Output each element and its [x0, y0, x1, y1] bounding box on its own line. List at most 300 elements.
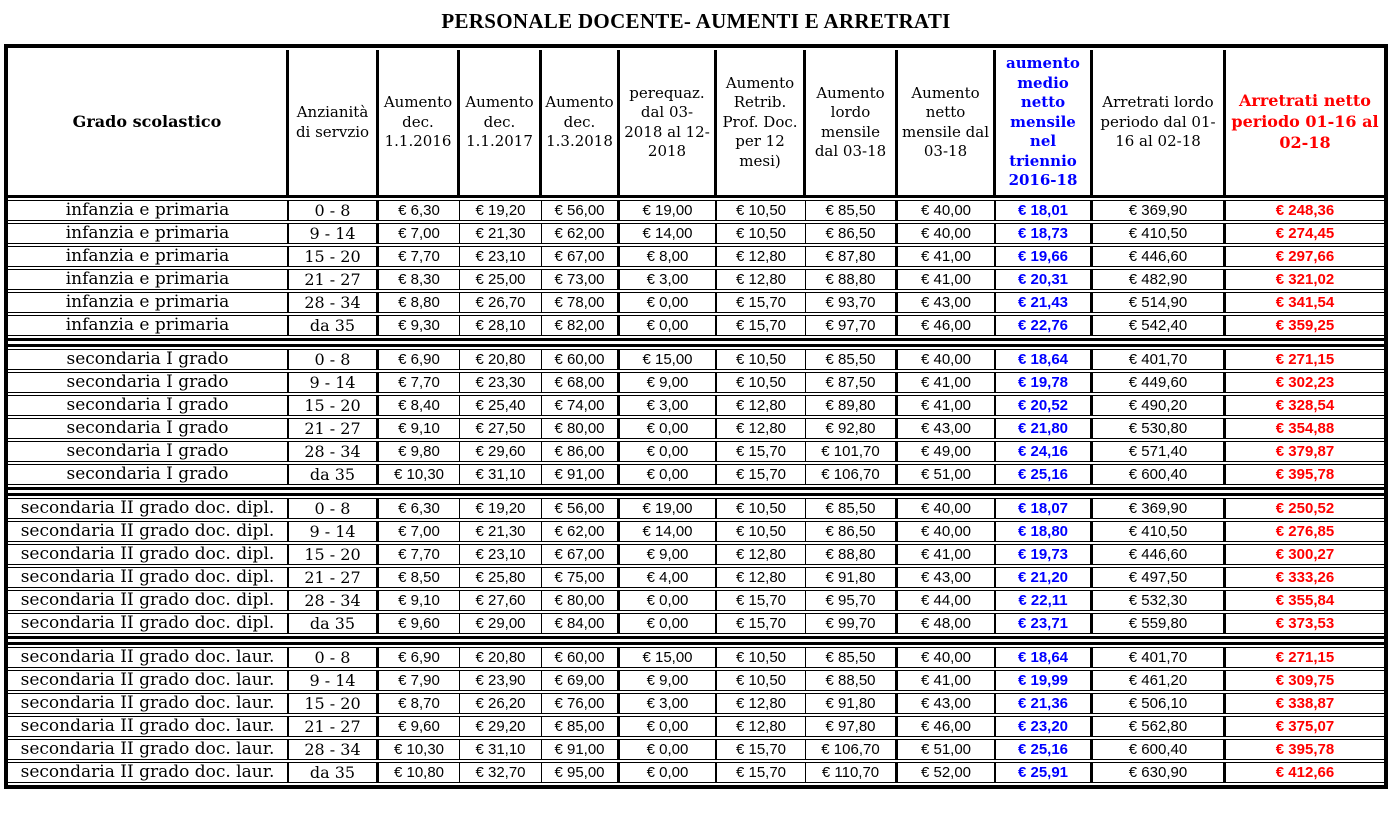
table-row: [8, 315, 1384, 336]
aumento-dec-2018-cell: € 56,00: [542, 200, 620, 221]
aumento-dec-2018-cell: € 76,00: [542, 693, 620, 714]
perequazione-cell: € 14,00: [620, 223, 717, 244]
arretrati-netto-cell: € 373,53: [1226, 613, 1384, 634]
grado-scolastico-cell: infanzia e primaria: [8, 292, 289, 313]
column-header-aumento-dec-2016: Aumento dec. 1.1.2016: [379, 50, 460, 198]
aumento-retrib-prof-cell: € 15,70: [717, 762, 806, 783]
perequazione-cell: € 14,00: [620, 521, 717, 542]
arretrati-lordo-cell: € 449,60: [1093, 372, 1226, 393]
aumento-retrib-prof-cell: € 12,80: [717, 269, 806, 290]
aumento-medio-netto-cell: € 18,73: [996, 223, 1093, 244]
aumento-retrib-prof-cell: € 10,50: [717, 372, 806, 393]
arretrati-lordo-cell: € 600,40: [1093, 739, 1226, 760]
grado-scolastico-cell: infanzia e primaria: [8, 200, 289, 221]
aumento-dec-2016-cell: € 8,40: [379, 395, 460, 416]
aumento-medio-netto-cell: € 18,01: [996, 200, 1093, 221]
table-row: [8, 223, 1384, 244]
aumento-dec-2016-cell: € 6,90: [379, 349, 460, 370]
group-separator-cell: [8, 338, 1384, 347]
aumento-dec-2016-cell: € 7,70: [379, 372, 460, 393]
aumento-dec-2018-cell: € 85,00: [542, 716, 620, 737]
aumento-netto-mensile-cell: € 40,00: [898, 521, 996, 542]
aumento-dec-2017-cell: € 31,10: [460, 464, 542, 485]
column-header-aumento-medio-netto: aumento medio netto mensile nel triennio 2016-18: [996, 50, 1093, 198]
aumento-retrib-prof-cell: € 12,80: [717, 246, 806, 267]
table-row: [8, 567, 1384, 588]
aumento-lordo-mensile-cell: € 92,80: [806, 418, 898, 439]
aumento-dec-2018-cell: € 91,00: [542, 464, 620, 485]
aumento-dec-2016-cell: € 9,10: [379, 590, 460, 611]
grado-scolastico-cell: secondaria II grado doc. laur.: [8, 647, 289, 668]
aumento-medio-netto-cell: € 19,78: [996, 372, 1093, 393]
arretrati-netto-cell: € 271,15: [1226, 349, 1384, 370]
table-row: [8, 246, 1384, 267]
anzianita-servizio-cell: da 35: [289, 464, 379, 485]
aumento-netto-mensile-cell: € 46,00: [898, 315, 996, 336]
arretrati-lordo-cell: € 369,90: [1093, 200, 1226, 221]
arretrati-lordo-cell: € 497,50: [1093, 567, 1226, 588]
arretrati-netto-cell: € 321,02: [1226, 269, 1384, 290]
aumento-lordo-mensile-cell: € 88,50: [806, 670, 898, 691]
arretrati-netto-cell: € 274,45: [1226, 223, 1384, 244]
arretrati-lordo-cell: € 410,50: [1093, 521, 1226, 542]
anzianita-servizio-cell: 21 - 27: [289, 269, 379, 290]
aumento-dec-2017-cell: € 23,10: [460, 246, 542, 267]
aumento-dec-2018-cell: € 67,00: [542, 544, 620, 565]
aumento-medio-netto-cell: € 20,31: [996, 269, 1093, 290]
perequazione-cell: € 0,00: [620, 418, 717, 439]
aumento-lordo-mensile-cell: € 95,70: [806, 590, 898, 611]
aumento-medio-netto-cell: € 23,71: [996, 613, 1093, 634]
aumento-dec-2016-cell: € 10,80: [379, 762, 460, 783]
aumento-netto-mensile-cell: € 41,00: [898, 395, 996, 416]
anzianita-servizio-cell: 0 - 8: [289, 200, 379, 221]
perequazione-cell: € 0,00: [620, 590, 717, 611]
anzianita-servizio-cell: da 35: [289, 613, 379, 634]
aumento-dec-2018-cell: € 82,00: [542, 315, 620, 336]
aumento-medio-netto-cell: € 18,80: [996, 521, 1093, 542]
aumento-dec-2016-cell: € 9,80: [379, 441, 460, 462]
aumento-dec-2017-cell: € 23,10: [460, 544, 542, 565]
grado-scolastico-cell: secondaria II grado doc. laur.: [8, 739, 289, 760]
table-row: [8, 613, 1384, 634]
aumento-lordo-mensile-cell: € 97,70: [806, 315, 898, 336]
aumento-lordo-mensile-cell: € 93,70: [806, 292, 898, 313]
aumento-lordo-mensile-cell: € 110,70: [806, 762, 898, 783]
aumento-medio-netto-cell: € 18,64: [996, 647, 1093, 668]
column-header-aumento-netto-mensile: Aumento netto mensile dal 03-18: [898, 50, 996, 198]
aumento-dec-2016-cell: € 9,60: [379, 716, 460, 737]
grado-scolastico-cell: secondaria II grado doc. dipl.: [8, 613, 289, 634]
table-row: [8, 762, 1384, 783]
aumento-dec-2018-cell: € 68,00: [542, 372, 620, 393]
table-row: [8, 670, 1384, 691]
aumento-dec-2016-cell: € 8,70: [379, 693, 460, 714]
aumento-lordo-mensile-cell: € 88,80: [806, 269, 898, 290]
table-row: [8, 349, 1384, 370]
group-separator: [8, 636, 1384, 645]
aumento-lordo-mensile-cell: € 106,70: [806, 739, 898, 760]
aumento-netto-mensile-cell: € 49,00: [898, 441, 996, 462]
arretrati-lordo-cell: € 562,80: [1093, 716, 1226, 737]
column-header-aumento-lordo-mensile: Aumento lordo mensile dal 03-18: [806, 50, 898, 198]
arretrati-netto-cell: € 395,78: [1226, 739, 1384, 760]
arretrati-netto-cell: € 297,66: [1226, 246, 1384, 267]
aumento-netto-mensile-cell: € 41,00: [898, 372, 996, 393]
aumento-retrib-prof-cell: € 15,70: [717, 590, 806, 611]
aumento-netto-mensile-cell: € 52,00: [898, 762, 996, 783]
aumento-lordo-mensile-cell: € 85,50: [806, 498, 898, 519]
aumento-retrib-prof-cell: € 12,80: [717, 418, 806, 439]
arretrati-lordo-cell: € 401,70: [1093, 349, 1226, 370]
aumento-dec-2017-cell: € 23,30: [460, 372, 542, 393]
aumento-medio-netto-cell: € 18,64: [996, 349, 1093, 370]
aumento-dec-2016-cell: € 7,70: [379, 246, 460, 267]
aumento-netto-mensile-cell: € 40,00: [898, 647, 996, 668]
arretrati-netto-cell: € 359,25: [1226, 315, 1384, 336]
aumento-lordo-mensile-cell: € 99,70: [806, 613, 898, 634]
page: [0, 9, 1392, 789]
header-row: [8, 50, 1384, 198]
aumento-medio-netto-cell: € 20,52: [996, 395, 1093, 416]
grado-scolastico-cell: secondaria I grado: [8, 395, 289, 416]
arretrati-netto-cell: € 300,27: [1226, 544, 1384, 565]
aumento-dec-2017-cell: € 23,90: [460, 670, 542, 691]
perequazione-cell: € 3,00: [620, 269, 717, 290]
aumento-medio-netto-cell: € 18,07: [996, 498, 1093, 519]
column-header-anzianita-servizio: Anzianità di servzio: [289, 50, 379, 198]
anzianita-servizio-cell: 15 - 20: [289, 544, 379, 565]
anzianita-servizio-cell: 0 - 8: [289, 349, 379, 370]
grado-scolastico-cell: secondaria II grado doc. dipl.: [8, 590, 289, 611]
arretrati-netto-cell: € 338,87: [1226, 693, 1384, 714]
perequazione-cell: € 0,00: [620, 613, 717, 634]
aumento-dec-2017-cell: € 27,60: [460, 590, 542, 611]
aumento-medio-netto-cell: € 25,16: [996, 464, 1093, 485]
table-row: [8, 590, 1384, 611]
aumento-lordo-mensile-cell: € 87,50: [806, 372, 898, 393]
aumento-netto-mensile-cell: € 44,00: [898, 590, 996, 611]
aumento-retrib-prof-cell: € 12,80: [717, 395, 806, 416]
grado-scolastico-cell: secondaria II grado doc. laur.: [8, 716, 289, 737]
perequazione-cell: € 0,00: [620, 315, 717, 336]
arretrati-lordo-cell: € 461,20: [1093, 670, 1226, 691]
anzianita-servizio-cell: 9 - 14: [289, 372, 379, 393]
arretrati-lordo-cell: € 530,80: [1093, 418, 1226, 439]
perequazione-cell: € 9,00: [620, 544, 717, 565]
table-row: [8, 521, 1384, 542]
arretrati-lordo-cell: € 600,40: [1093, 464, 1226, 485]
column-header-aumento-retrib-prof: Aumento Retrib. Prof. Doc. per 12 mesi): [717, 50, 806, 198]
arretrati-netto-cell: € 395,78: [1226, 464, 1384, 485]
aumento-lordo-mensile-cell: € 97,80: [806, 716, 898, 737]
column-header-arretrati-lordo: Arretrati lordo periodo dal 01-16 al 02-18: [1093, 50, 1226, 198]
grado-scolastico-cell: secondaria I grado: [8, 349, 289, 370]
aumento-retrib-prof-cell: € 10,50: [717, 498, 806, 519]
aumento-dec-2017-cell: € 21,30: [460, 521, 542, 542]
arretrati-netto-cell: € 333,26: [1226, 567, 1384, 588]
aumento-retrib-prof-cell: € 12,80: [717, 716, 806, 737]
aumento-dec-2018-cell: € 84,00: [542, 613, 620, 634]
aumento-netto-mensile-cell: € 46,00: [898, 716, 996, 737]
aumento-netto-mensile-cell: € 43,00: [898, 567, 996, 588]
aumento-lordo-mensile-cell: € 86,50: [806, 521, 898, 542]
anzianita-servizio-cell: 15 - 20: [289, 395, 379, 416]
aumento-netto-mensile-cell: € 43,00: [898, 693, 996, 714]
aumento-dec-2016-cell: € 6,30: [379, 200, 460, 221]
arretrati-netto-cell: € 302,23: [1226, 372, 1384, 393]
aumento-netto-mensile-cell: € 51,00: [898, 464, 996, 485]
perequazione-cell: € 9,00: [620, 670, 717, 691]
grado-scolastico-cell: secondaria II grado doc. laur.: [8, 762, 289, 783]
aumento-dec-2017-cell: € 19,20: [460, 498, 542, 519]
anzianita-servizio-cell: 28 - 34: [289, 292, 379, 313]
arretrati-lordo-cell: € 532,30: [1093, 590, 1226, 611]
group-separator: [8, 338, 1384, 347]
grado-scolastico-cell: secondaria II grado doc. dipl.: [8, 498, 289, 519]
arretrati-lordo-cell: € 446,60: [1093, 544, 1226, 565]
arretrati-lordo-cell: € 482,90: [1093, 269, 1226, 290]
perequazione-cell: € 8,00: [620, 246, 717, 267]
perequazione-cell: € 9,00: [620, 372, 717, 393]
aumento-dec-2016-cell: € 6,90: [379, 647, 460, 668]
aumento-retrib-prof-cell: € 10,50: [717, 521, 806, 542]
column-header-aumento-dec-2017: Aumento dec. 1.1.2017: [460, 50, 542, 198]
aumento-dec-2016-cell: € 10,30: [379, 739, 460, 760]
table-row: [8, 418, 1384, 439]
page-title: PERSONALE DOCENTE- AUMENTI E ARRETRATI: [441, 9, 951, 33]
perequazione-cell: € 0,00: [620, 464, 717, 485]
perequazione-cell: € 19,00: [620, 200, 717, 221]
aumento-netto-mensile-cell: € 43,00: [898, 292, 996, 313]
aumento-dec-2018-cell: € 73,00: [542, 269, 620, 290]
arretrati-lordo-cell: € 410,50: [1093, 223, 1226, 244]
aumento-netto-mensile-cell: € 41,00: [898, 670, 996, 691]
aumento-lordo-mensile-cell: € 85,50: [806, 200, 898, 221]
perequazione-cell: € 0,00: [620, 441, 717, 462]
aumento-medio-netto-cell: € 22,11: [996, 590, 1093, 611]
arretrati-netto-cell: € 271,15: [1226, 647, 1384, 668]
aumento-dec-2018-cell: € 78,00: [542, 292, 620, 313]
aumento-dec-2017-cell: € 29,00: [460, 613, 542, 634]
aumento-dec-2016-cell: € 7,70: [379, 544, 460, 565]
arretrati-netto-cell: € 248,36: [1226, 200, 1384, 221]
aumento-dec-2016-cell: € 8,50: [379, 567, 460, 588]
table-row: [8, 739, 1384, 760]
arretrati-lordo-cell: € 369,90: [1093, 498, 1226, 519]
aumento-retrib-prof-cell: € 10,50: [717, 200, 806, 221]
aumento-netto-mensile-cell: € 40,00: [898, 498, 996, 519]
aumento-dec-2016-cell: € 8,30: [379, 269, 460, 290]
aumento-retrib-prof-cell: € 10,50: [717, 349, 806, 370]
anzianita-servizio-cell: 28 - 34: [289, 590, 379, 611]
arretrati-lordo-cell: € 559,80: [1093, 613, 1226, 634]
perequazione-cell: € 3,00: [620, 693, 717, 714]
anzianita-servizio-cell: 21 - 27: [289, 567, 379, 588]
table-container: [4, 44, 1388, 789]
aumento-medio-netto-cell: € 25,16: [996, 739, 1093, 760]
anzianita-servizio-cell: 0 - 8: [289, 498, 379, 519]
table-row: [8, 498, 1384, 519]
aumento-dec-2017-cell: € 31,10: [460, 739, 542, 760]
aumento-retrib-prof-cell: € 15,70: [717, 739, 806, 760]
group-separator-cell: [8, 487, 1384, 496]
aumento-medio-netto-cell: € 21,43: [996, 292, 1093, 313]
grado-scolastico-cell: secondaria II grado doc. dipl.: [8, 544, 289, 565]
aumento-dec-2018-cell: € 56,00: [542, 498, 620, 519]
grado-scolastico-cell: secondaria I grado: [8, 418, 289, 439]
aumento-lordo-mensile-cell: € 88,80: [806, 544, 898, 565]
aumento-retrib-prof-cell: € 15,70: [717, 292, 806, 313]
anzianita-servizio-cell: 0 - 8: [289, 647, 379, 668]
aumento-medio-netto-cell: € 24,16: [996, 441, 1093, 462]
aumento-dec-2018-cell: € 80,00: [542, 590, 620, 611]
aumento-netto-mensile-cell: € 43,00: [898, 418, 996, 439]
anzianita-servizio-cell: da 35: [289, 762, 379, 783]
anzianita-servizio-cell: 9 - 14: [289, 223, 379, 244]
arretrati-lordo-cell: € 571,40: [1093, 441, 1226, 462]
aumento-retrib-prof-cell: € 12,80: [717, 567, 806, 588]
perequazione-cell: € 4,00: [620, 567, 717, 588]
aumento-retrib-prof-cell: € 12,80: [717, 544, 806, 565]
aumento-lordo-mensile-cell: € 91,80: [806, 693, 898, 714]
table-row: [8, 395, 1384, 416]
aumento-dec-2017-cell: € 26,70: [460, 292, 542, 313]
aumento-retrib-prof-cell: € 15,70: [717, 613, 806, 634]
aumento-netto-mensile-cell: € 40,00: [898, 223, 996, 244]
aumento-netto-mensile-cell: € 41,00: [898, 544, 996, 565]
aumento-dec-2018-cell: € 86,00: [542, 441, 620, 462]
aumento-lordo-mensile-cell: € 86,50: [806, 223, 898, 244]
aumento-retrib-prof-cell: € 10,50: [717, 670, 806, 691]
arretrati-netto-cell: € 341,54: [1226, 292, 1384, 313]
table-row: [8, 544, 1384, 565]
anzianita-servizio-cell: 9 - 14: [289, 521, 379, 542]
grado-scolastico-cell: secondaria II grado doc. dipl.: [8, 521, 289, 542]
arretrati-lordo-cell: € 630,90: [1093, 762, 1226, 783]
group-separator: [8, 487, 1384, 496]
arretrati-lordo-cell: € 446,60: [1093, 246, 1226, 267]
table-body: [8, 200, 1384, 783]
grado-scolastico-cell: infanzia e primaria: [8, 269, 289, 290]
aumento-dec-2018-cell: € 95,00: [542, 762, 620, 783]
aumento-dec-2018-cell: € 69,00: [542, 670, 620, 691]
anzianita-servizio-cell: 15 - 20: [289, 246, 379, 267]
table-row: [8, 441, 1384, 462]
data-table: [8, 48, 1384, 785]
aumento-dec-2016-cell: € 7,00: [379, 223, 460, 244]
aumento-dec-2017-cell: € 21,30: [460, 223, 542, 244]
arretrati-netto-cell: € 375,07: [1226, 716, 1384, 737]
aumento-dec-2018-cell: € 62,00: [542, 521, 620, 542]
aumento-dec-2016-cell: € 7,00: [379, 521, 460, 542]
aumento-medio-netto-cell: € 22,76: [996, 315, 1093, 336]
aumento-dec-2017-cell: € 27,50: [460, 418, 542, 439]
aumento-dec-2016-cell: € 6,30: [379, 498, 460, 519]
aumento-retrib-prof-cell: € 15,70: [717, 464, 806, 485]
aumento-dec-2016-cell: € 9,30: [379, 315, 460, 336]
aumento-lordo-mensile-cell: € 106,70: [806, 464, 898, 485]
aumento-dec-2016-cell: € 7,90: [379, 670, 460, 691]
arretrati-netto-cell: € 309,75: [1226, 670, 1384, 691]
aumento-dec-2018-cell: € 62,00: [542, 223, 620, 244]
aumento-netto-mensile-cell: € 41,00: [898, 269, 996, 290]
perequazione-cell: € 3,00: [620, 395, 717, 416]
aumento-dec-2017-cell: € 20,80: [460, 349, 542, 370]
table-row: [8, 200, 1384, 221]
aumento-dec-2017-cell: € 20,80: [460, 647, 542, 668]
column-header-grado-scolastico: Grado scolastico: [8, 50, 289, 198]
aumento-dec-2017-cell: € 29,20: [460, 716, 542, 737]
table-row: [8, 647, 1384, 668]
arretrati-lordo-cell: € 490,20: [1093, 395, 1226, 416]
perequazione-cell: € 15,00: [620, 349, 717, 370]
aumento-dec-2017-cell: € 26,20: [460, 693, 542, 714]
grado-scolastico-cell: secondaria II grado doc. laur.: [8, 693, 289, 714]
grado-scolastico-cell: secondaria I grado: [8, 464, 289, 485]
table-row: [8, 693, 1384, 714]
aumento-dec-2017-cell: € 32,70: [460, 762, 542, 783]
table-row: [8, 292, 1384, 313]
arretrati-lordo-cell: € 542,40: [1093, 315, 1226, 336]
aumento-dec-2018-cell: € 80,00: [542, 418, 620, 439]
arretrati-netto-cell: € 379,87: [1226, 441, 1384, 462]
grado-scolastico-cell: infanzia e primaria: [8, 223, 289, 244]
aumento-medio-netto-cell: € 19,66: [996, 246, 1093, 267]
aumento-dec-2016-cell: € 9,10: [379, 418, 460, 439]
column-header-aumento-dec-2018: Aumento dec. 1.3.2018: [542, 50, 620, 198]
aumento-retrib-prof-cell: € 10,50: [717, 223, 806, 244]
arretrati-netto-cell: € 250,52: [1226, 498, 1384, 519]
column-header-arretrati-netto: Arretrati netto periodo 01-16 al 02-18: [1226, 50, 1384, 198]
aumento-dec-2018-cell: € 75,00: [542, 567, 620, 588]
table-row: [8, 372, 1384, 393]
aumento-lordo-mensile-cell: € 91,80: [806, 567, 898, 588]
aumento-dec-2016-cell: € 10,30: [379, 464, 460, 485]
grado-scolastico-cell: infanzia e primaria: [8, 315, 289, 336]
aumento-retrib-prof-cell: € 10,50: [717, 647, 806, 668]
aumento-dec-2018-cell: € 91,00: [542, 739, 620, 760]
group-separator-cell: [8, 636, 1384, 645]
aumento-lordo-mensile-cell: € 85,50: [806, 647, 898, 668]
perequazione-cell: € 0,00: [620, 292, 717, 313]
aumento-netto-mensile-cell: € 40,00: [898, 349, 996, 370]
arretrati-netto-cell: € 276,85: [1226, 521, 1384, 542]
aumento-dec-2018-cell: € 60,00: [542, 647, 620, 668]
aumento-netto-mensile-cell: € 51,00: [898, 739, 996, 760]
anzianita-servizio-cell: 15 - 20: [289, 693, 379, 714]
aumento-lordo-mensile-cell: € 101,70: [806, 441, 898, 462]
aumento-medio-netto-cell: € 21,20: [996, 567, 1093, 588]
arretrati-lordo-cell: € 506,10: [1093, 693, 1226, 714]
aumento-medio-netto-cell: € 21,80: [996, 418, 1093, 439]
aumento-dec-2017-cell: € 29,60: [460, 441, 542, 462]
aumento-medio-netto-cell: € 21,36: [996, 693, 1093, 714]
aumento-dec-2017-cell: € 28,10: [460, 315, 542, 336]
aumento-retrib-prof-cell: € 15,70: [717, 441, 806, 462]
aumento-retrib-prof-cell: € 12,80: [717, 693, 806, 714]
table-row: [8, 269, 1384, 290]
anzianita-servizio-cell: 9 - 14: [289, 670, 379, 691]
aumento-medio-netto-cell: € 23,20: [996, 716, 1093, 737]
aumento-lordo-mensile-cell: € 87,80: [806, 246, 898, 267]
arretrati-netto-cell: € 328,54: [1226, 395, 1384, 416]
grado-scolastico-cell: secondaria II grado doc. dipl.: [8, 567, 289, 588]
perequazione-cell: € 0,00: [620, 739, 717, 760]
anzianita-servizio-cell: 28 - 34: [289, 441, 379, 462]
aumento-dec-2016-cell: € 8,80: [379, 292, 460, 313]
perequazione-cell: € 0,00: [620, 762, 717, 783]
